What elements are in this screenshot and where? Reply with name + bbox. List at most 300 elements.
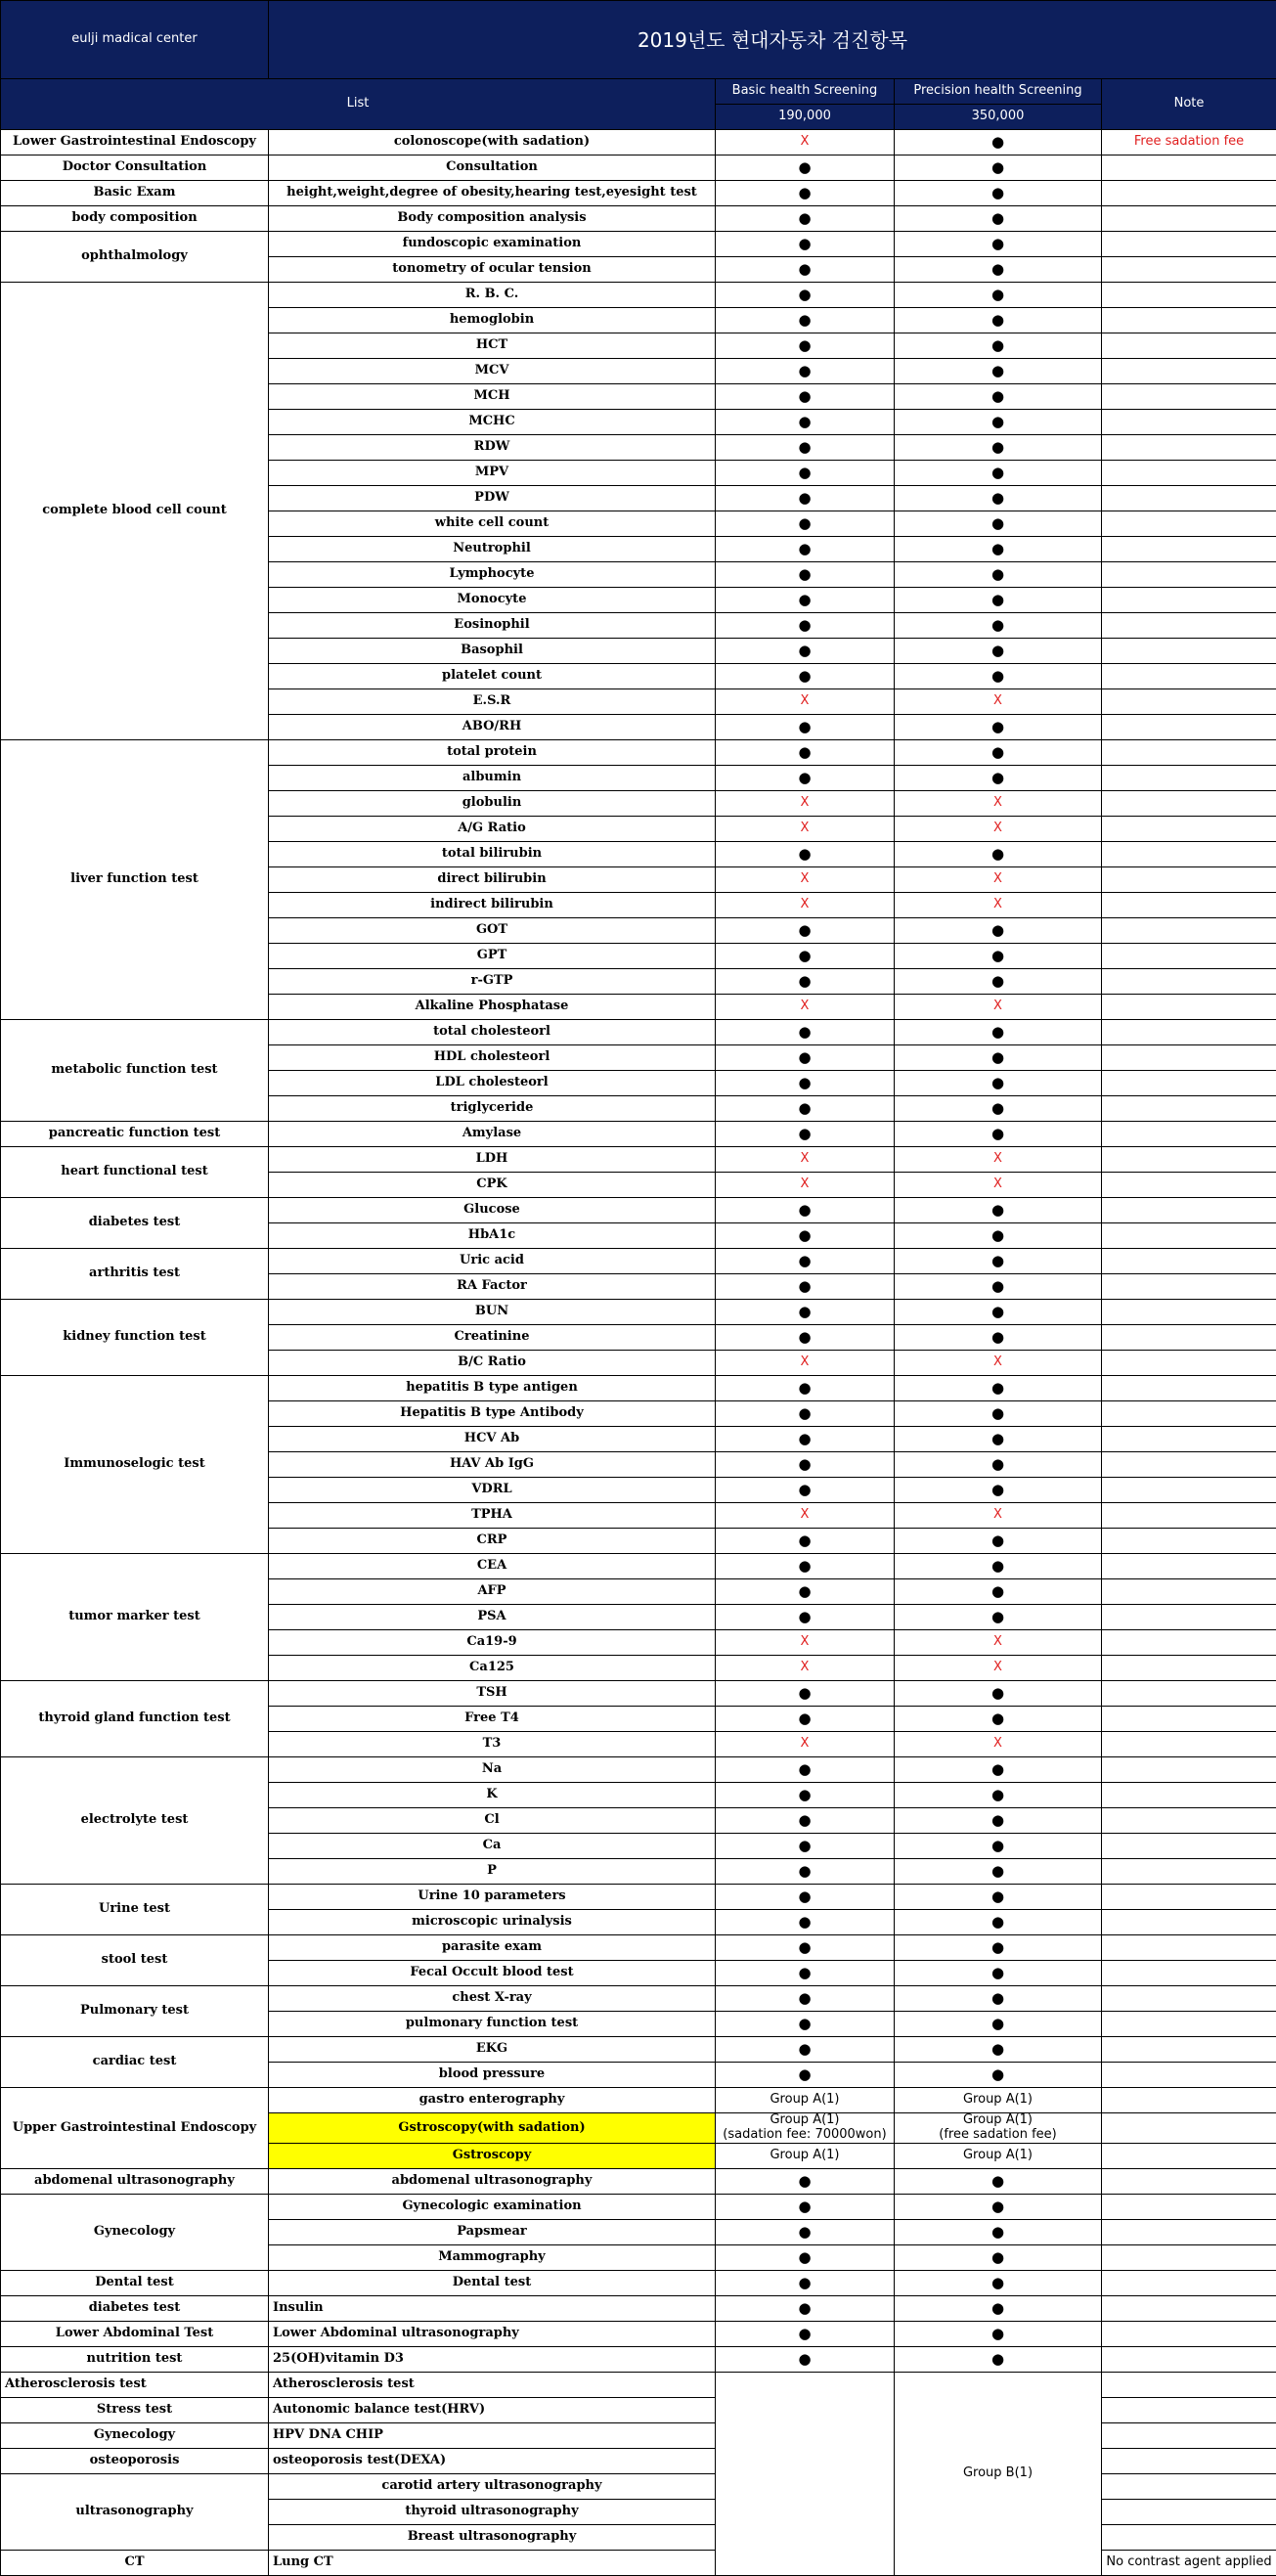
note-cell	[1102, 1045, 1276, 1071]
category-cell: body composition	[1, 206, 269, 232]
note-cell	[1102, 308, 1276, 333]
item-name: A/G Ratio	[269, 817, 716, 842]
precision-value: X	[895, 1656, 1102, 1681]
item-name: HDL cholesteorl	[269, 1045, 716, 1071]
basic-value: ●	[716, 232, 895, 257]
basic-value: ●	[716, 537, 895, 562]
basic-value: ●	[716, 1707, 895, 1732]
basic-value: X	[716, 1173, 895, 1198]
title-row	[1, 1, 1276, 79]
note-cell	[1102, 1681, 1276, 1707]
basic-value: ●	[716, 918, 895, 944]
note-cell	[1102, 1020, 1276, 1045]
precision-value: ●	[895, 1783, 1102, 1808]
item-name: CRP	[269, 1529, 716, 1554]
precision-value: ●	[895, 308, 1102, 333]
item-name: AFP	[269, 1579, 716, 1605]
table-row	[1, 206, 1276, 232]
basic-value	[716, 2143, 895, 2168]
precision-value: X	[895, 995, 1102, 1020]
item-name: Alkaline Phosphatase	[269, 995, 716, 1020]
precision-value: X	[895, 893, 1102, 918]
item-name: P	[269, 1859, 716, 1885]
note-cell	[1102, 1732, 1276, 1757]
precision-value: ●	[895, 1325, 1102, 1351]
basic-value: ●	[716, 842, 895, 867]
precision-value: ●	[895, 181, 1102, 206]
basic-value: ●	[716, 613, 895, 639]
category-cell: stool test	[1, 1935, 269, 1986]
basic-value: ●	[716, 1045, 895, 1071]
basic-value: X	[716, 995, 895, 1020]
precision-value: ●	[895, 639, 1102, 664]
item-name: R. B. C.	[269, 283, 716, 308]
basic-value: X	[716, 791, 895, 817]
note-cell	[1102, 2499, 1276, 2524]
item-name: chest X-ray	[269, 1986, 716, 2012]
basic-value: ●	[716, 2321, 895, 2346]
item-name: Fecal Occult blood test	[269, 1961, 716, 1986]
basic-value: ●	[716, 486, 895, 511]
note-cell	[1102, 1605, 1276, 1630]
precision-value: ●	[895, 1681, 1102, 1707]
item-name: HCV Ab	[269, 1427, 716, 1452]
note-cell	[1102, 206, 1276, 232]
category-cell: Lower Gastrointestinal Endoscopy	[1, 130, 269, 155]
precision-value: ●	[895, 1529, 1102, 1554]
note-cell	[1102, 1885, 1276, 1910]
item-name: Gstroscopy(with sadation)	[269, 2113, 716, 2144]
item-name: gastro enterography	[269, 2088, 716, 2113]
basic-value: ●	[716, 257, 895, 283]
precision-value: ●	[895, 486, 1102, 511]
precision-value: ●	[895, 2194, 1102, 2219]
basic-value: ●	[716, 333, 895, 359]
table-row	[1, 2372, 1276, 2397]
table-row	[1, 1757, 1276, 1783]
category-cell: Stress test	[1, 2397, 269, 2422]
basic-value: ●	[716, 740, 895, 766]
item-name: Basophil	[269, 639, 716, 664]
table-row	[1, 1249, 1276, 1274]
table-row	[1, 1147, 1276, 1173]
basic-value: X	[716, 867, 895, 893]
note-cell	[1102, 1452, 1276, 1478]
precision-value: ●	[895, 1401, 1102, 1427]
basic-value: ●	[716, 2219, 895, 2244]
item-name: fundoscopic examination	[269, 232, 716, 257]
note-cell	[1102, 1300, 1276, 1325]
note-cell	[1102, 842, 1276, 867]
note-cell	[1102, 410, 1276, 435]
item-name: CPK	[269, 1173, 716, 1198]
table-row	[1, 181, 1276, 206]
basic-value: ●	[716, 1452, 895, 1478]
item-name: height,weight,degree of obesity,hearing test,eyesight test	[269, 181, 716, 206]
item-name: albumin	[269, 766, 716, 791]
item-name: Amylase	[269, 1122, 716, 1147]
note-cell	[1102, 1961, 1276, 1986]
note-cell	[1102, 1147, 1276, 1173]
item-name: abdomenal ultrasonography	[269, 2168, 716, 2194]
note-cell	[1102, 1401, 1276, 1427]
basic-value: ●	[716, 1935, 895, 1961]
note-cell	[1102, 1351, 1276, 1376]
group-label: Group A(1)	[720, 2113, 890, 2128]
category-cell: Upper Gastrointestinal Endoscopy	[1, 2088, 269, 2169]
basic-value: ●	[716, 1757, 895, 1783]
basic-value: ●	[716, 1885, 895, 1910]
item-name: PDW	[269, 486, 716, 511]
item-name: Lung CT	[269, 2550, 716, 2575]
category-cell: Lower Abdominal Test	[1, 2321, 269, 2346]
basic-value: ●	[716, 1122, 895, 1147]
item-name: Ca19-9	[269, 1630, 716, 1656]
group-b-cell: Group B(1)	[895, 2372, 1102, 2575]
note-cell	[1102, 1325, 1276, 1351]
note-cell	[1102, 2037, 1276, 2063]
note-cell	[1102, 2524, 1276, 2550]
note-cell	[1102, 181, 1276, 206]
note-cell	[1102, 2270, 1276, 2295]
item-name: hepatitis B type antigen	[269, 1376, 716, 1401]
category-cell: Doctor Consultation	[1, 155, 269, 181]
basic-value: ●	[716, 2346, 895, 2372]
item-name: Hepatitis B type Antibody	[269, 1401, 716, 1427]
note-cell	[1102, 511, 1276, 537]
group-sub-label: (free sadation fee)	[899, 2128, 1097, 2143]
precision-value: ●	[895, 1834, 1102, 1859]
item-name: carotid artery ultrasonography	[269, 2473, 716, 2499]
precision-value: ●	[895, 511, 1102, 537]
item-name: Autonomic balance test(HRV)	[269, 2397, 716, 2422]
group-sub-label: (sadation fee: 70000won)	[720, 2128, 890, 2143]
note-cell	[1102, 1808, 1276, 1834]
precision-value: ●	[895, 359, 1102, 384]
precision-value: ●	[895, 1579, 1102, 1605]
basic-value: ●	[716, 562, 895, 588]
precision-value: ●	[895, 1223, 1102, 1249]
precision-value: ●	[895, 2063, 1102, 2088]
note-cell	[1102, 1096, 1276, 1122]
basic-value: ●	[716, 1478, 895, 1503]
precision-value: ●	[895, 333, 1102, 359]
item-name: Neutrophil	[269, 537, 716, 562]
item-name: Ca	[269, 1834, 716, 1859]
note-cell	[1102, 1707, 1276, 1732]
basic-value: X	[716, 1656, 895, 1681]
basic-value: ●	[716, 461, 895, 486]
basic-value: ●	[716, 181, 895, 206]
category-cell: ultrasonography	[1, 2473, 269, 2550]
item-name: TPHA	[269, 1503, 716, 1529]
basic-value: ●	[716, 1529, 895, 1554]
precision-value: X	[895, 1630, 1102, 1656]
note-cell	[1102, 333, 1276, 359]
basic-value: ●	[716, 969, 895, 995]
basic-value-empty	[716, 2372, 895, 2575]
note-cell	[1102, 995, 1276, 1020]
precision-value: X	[895, 1732, 1102, 1757]
note-cell	[1102, 1935, 1276, 1961]
category-cell: thyroid gland function test	[1, 1681, 269, 1757]
note-cell	[1102, 283, 1276, 308]
precision-value: ●	[895, 1452, 1102, 1478]
table-row	[1, 1554, 1276, 1579]
precision-value: X	[895, 791, 1102, 817]
basic-value: X	[716, 1351, 895, 1376]
precision-value: ●	[895, 1198, 1102, 1223]
precision-value	[895, 2088, 1102, 2113]
precision-value: ●	[895, 1707, 1102, 1732]
item-name: B/C Ratio	[269, 1351, 716, 1376]
precision-value: ●	[895, 1071, 1102, 1096]
table-row	[1, 1986, 1276, 2012]
basic-value: ●	[716, 206, 895, 232]
precision-value: ●	[895, 232, 1102, 257]
precision-value: ●	[895, 944, 1102, 969]
category-cell: metabolic function test	[1, 1020, 269, 1122]
note-cell	[1102, 232, 1276, 257]
table-row	[1, 130, 1276, 155]
item-name: 25(OH)vitamin D3	[269, 2346, 716, 2372]
table-row	[1, 2270, 1276, 2295]
precision-value: ●	[895, 1986, 1102, 2012]
precision-value: X	[895, 1173, 1102, 1198]
precision-value: ●	[895, 1045, 1102, 1071]
item-name: E.S.R	[269, 689, 716, 715]
item-name: GOT	[269, 918, 716, 944]
item-name: Gstroscopy	[269, 2143, 716, 2168]
precision-value: ●	[895, 1249, 1102, 1274]
table-row	[1, 2295, 1276, 2321]
item-name: total protein	[269, 740, 716, 766]
item-name: Lymphocyte	[269, 562, 716, 588]
item-name: LDL cholesteorl	[269, 1071, 716, 1096]
item-name: HPV DNA CHIP	[269, 2422, 716, 2448]
note-cell	[1102, 1478, 1276, 1503]
item-name: triglyceride	[269, 1096, 716, 1122]
group-label: Group A(1)	[720, 2093, 890, 2108]
category-cell: Urine test	[1, 1885, 269, 1935]
item-name: microscopic urinalysis	[269, 1910, 716, 1935]
note-cell	[1102, 1986, 1276, 2012]
category-cell: pancreatic function test	[1, 1122, 269, 1147]
note-cell	[1102, 1554, 1276, 1579]
note-cell	[1102, 740, 1276, 766]
note-cell	[1102, 384, 1276, 410]
note-cell	[1102, 1223, 1276, 1249]
basic-value: ●	[716, 359, 895, 384]
note-cell	[1102, 1376, 1276, 1401]
basic-value: ●	[716, 435, 895, 461]
category-cell: diabetes test	[1, 1198, 269, 1249]
page-title: 2019년도 현대자동차 검진항목	[269, 1, 1276, 79]
basic-value: X	[716, 689, 895, 715]
note-cell	[1102, 613, 1276, 639]
note-cell	[1102, 1783, 1276, 1808]
note-header: Note	[1102, 79, 1276, 130]
basic-value: ●	[716, 2063, 895, 2088]
item-name: GPT	[269, 944, 716, 969]
item-name: Ca125	[269, 1656, 716, 1681]
item-name: Lower Abdominal ultrasonography	[269, 2321, 716, 2346]
category-cell: complete blood cell count	[1, 283, 269, 740]
item-name: Gynecologic examination	[269, 2194, 716, 2219]
item-name: Mammography	[269, 2244, 716, 2270]
note-cell	[1102, 639, 1276, 664]
precision-value: ●	[895, 410, 1102, 435]
basic-value: ●	[716, 588, 895, 613]
table-row	[1, 2346, 1276, 2372]
item-name: tonometry of ocular tension	[269, 257, 716, 283]
note-cell	[1102, 155, 1276, 181]
category-cell: abdomenal ultrasonography	[1, 2168, 269, 2194]
precision-value: ●	[895, 588, 1102, 613]
precision-value: ●	[895, 664, 1102, 689]
item-name: Atherosclerosis test	[269, 2372, 716, 2397]
item-name: RA Factor	[269, 1274, 716, 1300]
item-name: Eosinophil	[269, 613, 716, 639]
note-cell	[1102, 537, 1276, 562]
note-cell	[1102, 1427, 1276, 1452]
precision-value	[895, 2143, 1102, 2168]
item-name: r-GTP	[269, 969, 716, 995]
precision-value: ●	[895, 1554, 1102, 1579]
item-name: total bilirubin	[269, 842, 716, 867]
precision-value: ●	[895, 283, 1102, 308]
precision-value: ●	[895, 842, 1102, 867]
basic-value: ●	[716, 155, 895, 181]
precision-value: ●	[895, 715, 1102, 740]
precision-screening-header: Precision health Screening	[895, 79, 1102, 105]
category-cell: heart functional test	[1, 1147, 269, 1198]
precision-value: ●	[895, 2270, 1102, 2295]
note-cell	[1102, 817, 1276, 842]
item-name: pulmonary function test	[269, 2012, 716, 2037]
basic-value: ●	[716, 1020, 895, 1045]
item-name: Creatinine	[269, 1325, 716, 1351]
item-name: MCV	[269, 359, 716, 384]
item-name: HbA1c	[269, 1223, 716, 1249]
item-name: VDRL	[269, 1478, 716, 1503]
precision-value: ●	[895, 257, 1102, 283]
basic-value: ●	[716, 944, 895, 969]
table-row	[1, 1300, 1276, 1325]
note-cell	[1102, 588, 1276, 613]
basic-value: ●	[716, 2244, 895, 2270]
precision-value: ●	[895, 2346, 1102, 2372]
note-cell	[1102, 2244, 1276, 2270]
category-cell: ophthalmology	[1, 232, 269, 283]
category-cell: Atherosclerosis test	[1, 2372, 269, 2397]
item-name: HCT	[269, 333, 716, 359]
note-cell	[1102, 2168, 1276, 2194]
item-name: HAV Ab IgG	[269, 1452, 716, 1478]
item-name: Papsmear	[269, 2219, 716, 2244]
table-row	[1, 2037, 1276, 2063]
basic-value: X	[716, 817, 895, 842]
basic-value	[716, 2113, 895, 2144]
basic-value: ●	[716, 1071, 895, 1096]
precision-value: ●	[895, 1274, 1102, 1300]
note-cell	[1102, 2346, 1276, 2372]
basic-value: ●	[716, 2270, 895, 2295]
precision-value: ●	[895, 766, 1102, 791]
item-name: thyroid ultrasonography	[269, 2499, 716, 2524]
note-cell	[1102, 1834, 1276, 1859]
category-cell: Dental test	[1, 2270, 269, 2295]
note-cell	[1102, 2063, 1276, 2088]
note-cell	[1102, 664, 1276, 689]
note-cell	[1102, 689, 1276, 715]
precision-value: ●	[895, 2012, 1102, 2037]
item-name: Dental test	[269, 2270, 716, 2295]
item-name: Consultation	[269, 155, 716, 181]
category-cell: Pulmonary test	[1, 1986, 269, 2037]
item-name: Cl	[269, 1808, 716, 1834]
note-cell	[1102, 2448, 1276, 2473]
precision-value: X	[895, 1147, 1102, 1173]
item-name: Glucose	[269, 1198, 716, 1223]
precision-value: ●	[895, 1859, 1102, 1885]
category-cell: osteoporosis	[1, 2448, 269, 2473]
note-cell	[1102, 715, 1276, 740]
item-name: Urine 10 parameters	[269, 1885, 716, 1910]
precision-value: X	[895, 817, 1102, 842]
precision-value: ●	[895, 1300, 1102, 1325]
precision-value: ●	[895, 1478, 1102, 1503]
note-cell	[1102, 2372, 1276, 2397]
item-name: white cell count	[269, 511, 716, 537]
item-name: RDW	[269, 435, 716, 461]
table-row	[1, 155, 1276, 181]
basic-value: ●	[716, 2295, 895, 2321]
table-row	[1, 283, 1276, 308]
item-name: Uric acid	[269, 1249, 716, 1274]
basic-value: ●	[716, 2194, 895, 2219]
precision-value: ●	[895, 537, 1102, 562]
table-row	[1, 2088, 1276, 2113]
note-cell	[1102, 562, 1276, 588]
item-name: MCH	[269, 384, 716, 410]
basic-screening-header: Basic health Screening	[716, 79, 895, 105]
precision-value: ●	[895, 1935, 1102, 1961]
category-cell: arthritis test	[1, 1249, 269, 1300]
table-row	[1, 1681, 1276, 1707]
item-name: parasite exam	[269, 1935, 716, 1961]
note-cell	[1102, 1198, 1276, 1223]
note-cell	[1102, 2143, 1276, 2168]
category-cell: Gynecology	[1, 2422, 269, 2448]
item-name: LDH	[269, 1147, 716, 1173]
note-cell	[1102, 461, 1276, 486]
table-row	[1, 232, 1276, 257]
item-name: blood pressure	[269, 2063, 716, 2088]
basic-value: ●	[716, 639, 895, 664]
table-row	[1, 1376, 1276, 1401]
item-name: platelet count	[269, 664, 716, 689]
note-cell	[1102, 2113, 1276, 2144]
group-label: Group A(1)	[899, 2149, 1097, 2163]
precision-value: ●	[895, 969, 1102, 995]
precision-value: ●	[895, 562, 1102, 588]
table-row	[1, 1935, 1276, 1961]
note-cell	[1102, 1757, 1276, 1783]
precision-value	[895, 2113, 1102, 2144]
basic-value: ●	[716, 1325, 895, 1351]
item-name: CEA	[269, 1554, 716, 1579]
